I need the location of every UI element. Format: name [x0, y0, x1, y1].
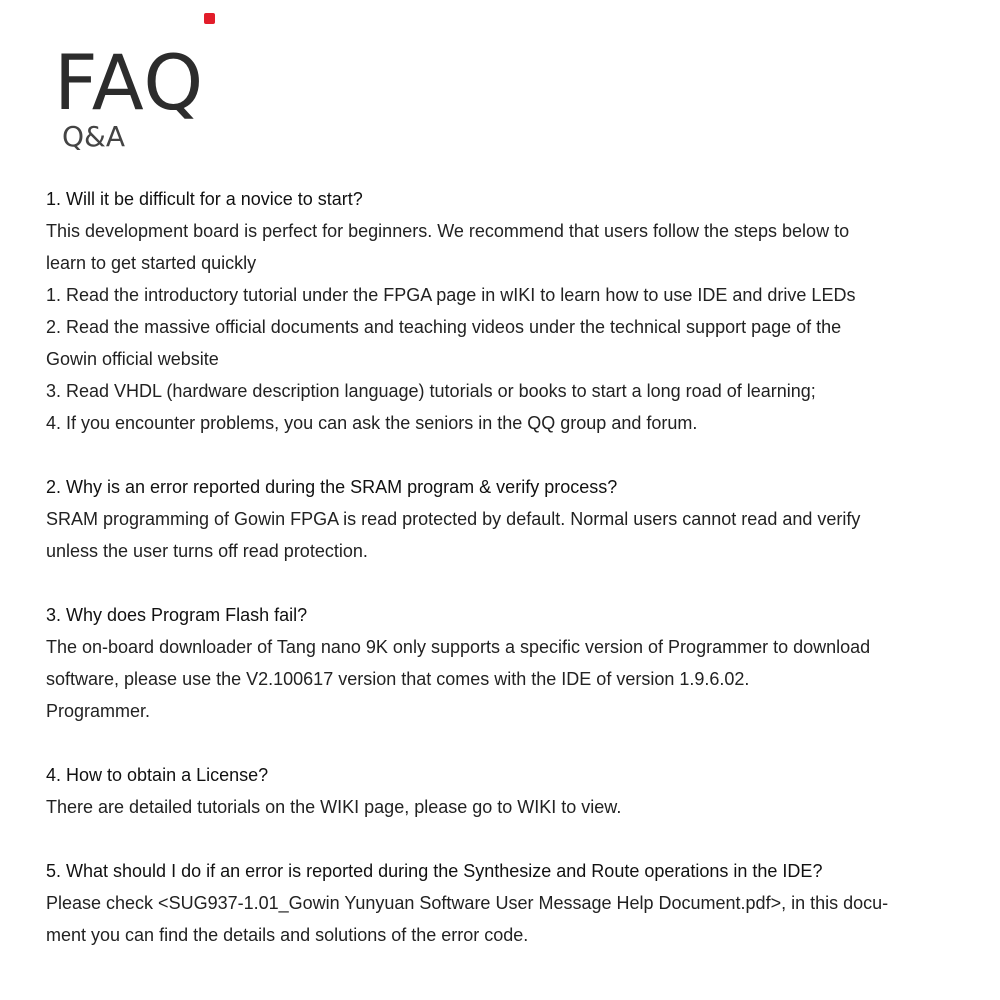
faq-answer-line: 2. Read the massive official documents and teaching videos under the technical support page of the [46, 317, 842, 337]
faq-item [46, 599, 971, 727]
faq-answer-line: There are detailed tutorials on the WIKI page, please go to WIKI to view. [46, 797, 622, 817]
logo-dot [204, 13, 215, 24]
faq-question: 4. How to obtain a License? [46, 765, 269, 785]
faq-answer-line: 1. Read the introductory tutorial under the FPGA page in wIKI to learn how to use IDE and drive LEDs [46, 285, 856, 305]
faq-item [46, 471, 971, 567]
faq-answer-line: The on-board downloader of Tang nano 9K only supports a specific version of Programmer to download [46, 637, 871, 657]
faq-question: 5. What should I do if an error is reported during the Synthesize and Route operations in the IDE? [46, 861, 823, 881]
faq-answer-line: ment you can find the details and solutions of the error code. [46, 925, 529, 945]
page-title: FAQ [54, 38, 205, 127]
faq-answer-line: This development board is perfect for beginners. We recommend that users follow the steps below to [46, 221, 850, 241]
faq-item [46, 183, 971, 439]
faq-answer-line: learn to get started quickly [46, 253, 257, 273]
faq-question: 2. Why is an error reported during the SRAM program & verify process? [46, 477, 618, 497]
faq-answer-line: 3. Read VHDL (hardware description language) tutorials or books to start a long road of learning; [46, 381, 816, 401]
faq-item [46, 855, 971, 951]
faq-answer-line: unless the user turns off read protection. [46, 541, 368, 561]
faq-answer-line: Please check <SUG937-1.01_Gowin Yunyuan Software User Message Help Document.pdf>, in this docu- [46, 893, 889, 913]
faq-answer-line: SRAM programming of Gowin FPGA is read protected by default. Normal users cannot read and verify [46, 509, 861, 529]
faq-answer-line: Programmer. [46, 701, 151, 721]
faq-answer-line: software, please use the V2.100617 version that comes with the IDE of version 1.9.6.02. [46, 669, 750, 689]
faq-question: 3. Why does Program Flash fail? [46, 605, 308, 625]
faq-question: 1. Will it be difficult for a novice to start? [46, 189, 363, 209]
page-subtitle: Q&A [62, 120, 126, 153]
faq-item [46, 759, 971, 823]
faq-list [46, 183, 971, 983]
faq-answer-line: 4. If you encounter problems, you can ask the seniors in the QQ group and forum. [46, 413, 698, 433]
faq-answer-line: Gowin official website [46, 349, 219, 369]
